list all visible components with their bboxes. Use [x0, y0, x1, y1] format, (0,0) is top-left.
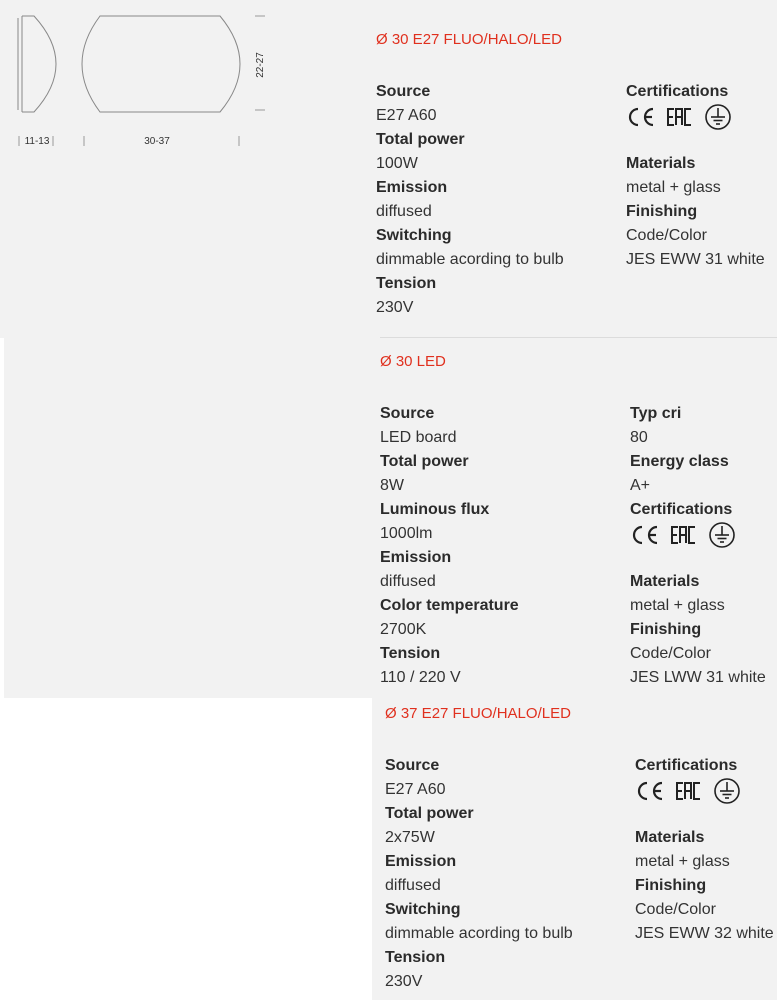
ground-symbol-icon — [704, 103, 732, 131]
finishing-label: Finishing — [630, 621, 702, 638]
total-power-label: Total power — [380, 453, 469, 470]
energy-class-value: A+ — [630, 477, 651, 494]
typ-cri-value: 80 — [630, 429, 648, 446]
emission-label: Emission — [385, 853, 457, 870]
certifications-label: Certifications — [635, 757, 738, 774]
certification-icons — [626, 104, 776, 130]
materials-label: Materials — [626, 155, 696, 172]
emission-value: diffused — [376, 203, 432, 220]
depth-dimension-label: 11-13 — [24, 136, 50, 147]
materials-label: Materials — [635, 829, 705, 846]
emission-value: diffused — [385, 877, 441, 894]
total-power-value: 2x75W — [385, 829, 435, 846]
color-temperature-value: 2700K — [380, 621, 427, 638]
side-profile-shape — [18, 16, 56, 112]
certification-icons — [635, 778, 776, 804]
emission-label: Emission — [376, 179, 448, 196]
eac-mark-icon — [666, 106, 694, 128]
typ-cri-label: Typ cri — [630, 405, 682, 422]
spec-right-column — [626, 80, 776, 272]
source-value: LED board — [380, 429, 457, 446]
tension-label: Tension — [385, 949, 446, 966]
spec-left-column — [380, 402, 620, 690]
certifications-label: Certifications — [630, 501, 733, 518]
spec-left-column — [385, 754, 625, 994]
eac-mark-icon — [675, 780, 703, 802]
spec-title: Ø 30 LED — [380, 353, 446, 370]
code-color-value: JES EWW 31 white — [626, 251, 765, 268]
spec-left-column — [376, 80, 616, 320]
switching-value: dimmable acording to bulb — [376, 251, 564, 268]
tension-value: 230V — [376, 299, 414, 316]
materials-value: metal + glass — [630, 597, 725, 614]
tension-label: Tension — [376, 275, 437, 292]
finishing-label: Finishing — [626, 203, 698, 220]
total-power-label: Total power — [376, 131, 465, 148]
tension-label: Tension — [380, 645, 441, 662]
spec-right-column — [635, 754, 776, 946]
switching-label: Switching — [376, 227, 452, 244]
materials-label: Materials — [630, 573, 700, 590]
certifications-label: Certifications — [626, 83, 729, 100]
source-value: E27 A60 — [385, 781, 446, 798]
spec-title: Ø 37 E27 FLUO/HALO/LED — [385, 705, 571, 722]
front-view-shape — [82, 16, 240, 112]
ce-mark-icon — [635, 780, 665, 802]
switching-value: dimmable acording to bulb — [385, 925, 573, 942]
height-dimension-label: 22-27 — [255, 52, 266, 78]
bottom-dimension-ticks — [19, 136, 239, 146]
ground-symbol-icon — [708, 521, 736, 549]
source-label: Source — [380, 405, 435, 422]
code-color-label: Code/Color — [626, 227, 707, 244]
color-temperature-label: Color temperature — [380, 597, 519, 614]
source-value: E27 A60 — [376, 107, 437, 124]
luminous-flux-value: 1000lm — [380, 525, 433, 542]
source-label: Source — [376, 83, 431, 100]
materials-value: metal + glass — [626, 179, 721, 196]
source-label: Source — [385, 757, 440, 774]
technical-drawing — [0, 0, 290, 160]
certification-icons — [630, 522, 776, 548]
code-color-value: JES LWW 31 white — [630, 669, 766, 686]
tension-value: 110 / 220 V — [380, 669, 461, 686]
ce-mark-icon — [626, 106, 656, 128]
tension-value: 230V — [385, 973, 423, 990]
materials-value: metal + glass — [635, 853, 730, 870]
luminous-flux-label: Luminous flux — [380, 501, 490, 518]
ground-symbol-icon — [713, 777, 741, 805]
code-color-value: JES EWW 32 white — [635, 925, 774, 942]
eac-mark-icon — [670, 524, 698, 546]
ce-mark-icon — [630, 524, 660, 546]
total-power-value: 100W — [376, 155, 418, 172]
width-dimension-label: 30-37 — [144, 136, 170, 147]
section-divider — [380, 337, 777, 338]
switching-label: Switching — [385, 901, 461, 918]
code-color-label: Code/Color — [635, 901, 716, 918]
spec-right-column — [630, 402, 776, 690]
emission-value: diffused — [380, 573, 436, 590]
energy-class-label: Energy class — [630, 453, 729, 470]
emission-label: Emission — [380, 549, 452, 566]
spec-title: Ø 30 E27 FLUO/HALO/LED — [376, 31, 562, 48]
total-power-label: Total power — [385, 805, 474, 822]
code-color-label: Code/Color — [630, 645, 711, 662]
finishing-label: Finishing — [635, 877, 707, 894]
total-power-value: 8W — [380, 477, 404, 494]
